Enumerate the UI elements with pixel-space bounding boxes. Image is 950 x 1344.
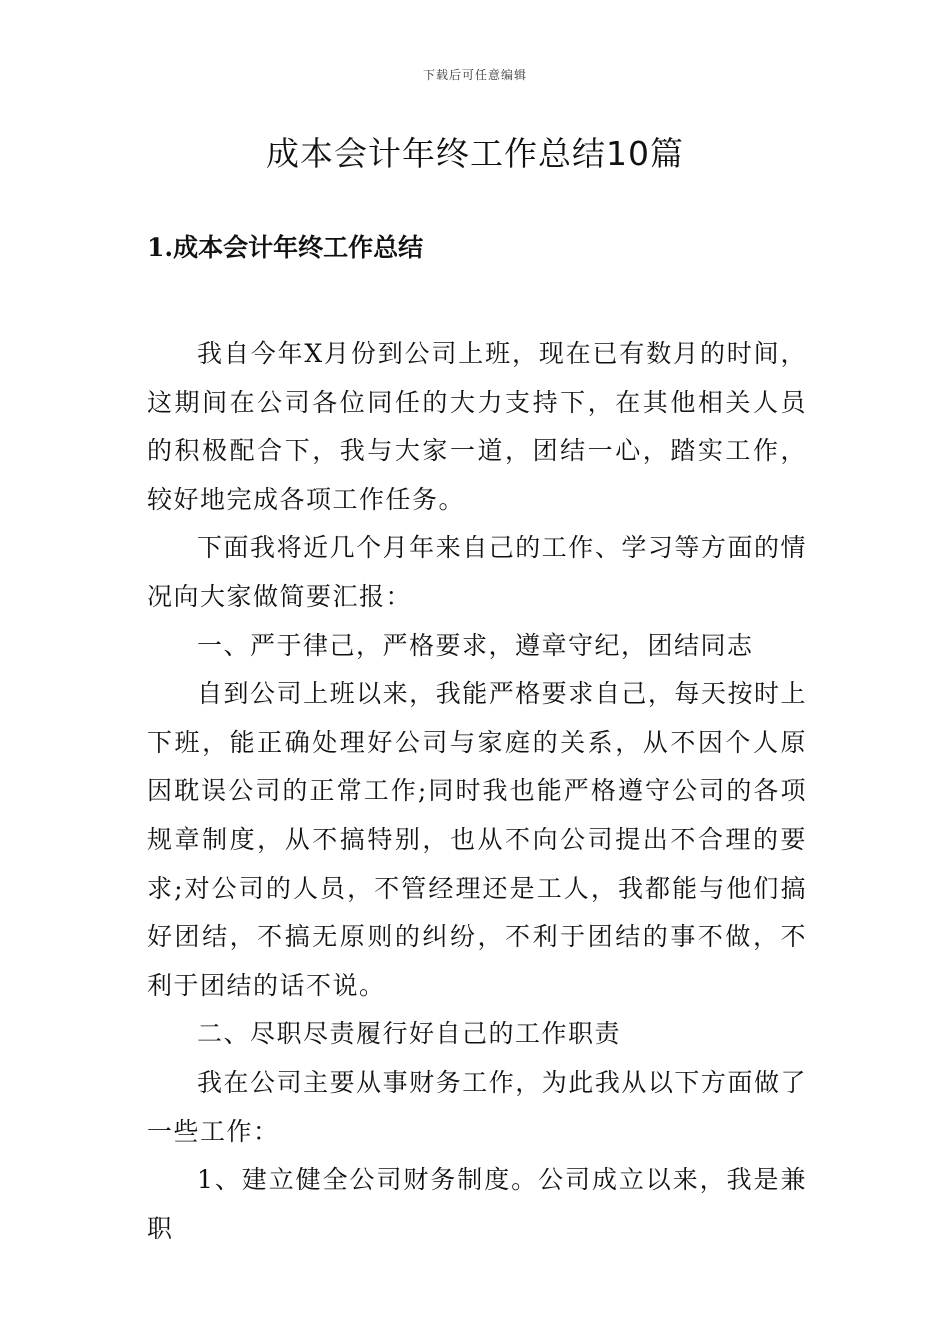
document-body bbox=[147, 330, 807, 1253]
paragraph-intro: 我自今年X月份到公司上班，现在已有数月的时间，这期间在公司各位同任的大力支持下，在其他相关人员的积极配合下，我与大家一道，团结一心，踏实工作，较好地完成各项工作任务。 bbox=[147, 339, 807, 514]
paragraph-discipline: 自到公司上班以来，我能严格要求自己，每天按时上下班，能正确处理好公司与家庭的关系，从不因个人原因耽误公司的正常工作;同时我也能严格遵守公司的各项规章制度，从不搞特别，也从不向公司提出不合理的要求;对公司的人员，不管经理还是工人，我都能与他们搞好团结，不搞无原则的纠纷，不利于团结的事不做，不利于团结的话不说。 bbox=[147, 679, 807, 1000]
paragraph-item-1: 1、建立健全公司财务制度。公司成立以来，我是兼职 bbox=[147, 1165, 807, 1243]
paragraph-report-lead: 下面我将近几个月年来自己的工作、学习等方面的情况向大家做简要汇报： bbox=[147, 533, 807, 611]
document-title: 成本会计年终工作总结10篇 bbox=[266, 134, 684, 173]
paragraph-duties: 我在公司主要从事财务工作，为此我从以下方面做了一些工作： bbox=[147, 1067, 807, 1146]
section-heading: 1.成本会计年终工作总结 bbox=[147, 233, 424, 262]
subheading-discipline: 一、严于律己，严格要求，遵章守纪，团结同志 bbox=[197, 630, 754, 660]
header-note: 下载后可任意编辑 bbox=[422, 68, 527, 82]
subheading-duties: 二、尽职尽责履行好自己的工作职责 bbox=[197, 1019, 622, 1049]
